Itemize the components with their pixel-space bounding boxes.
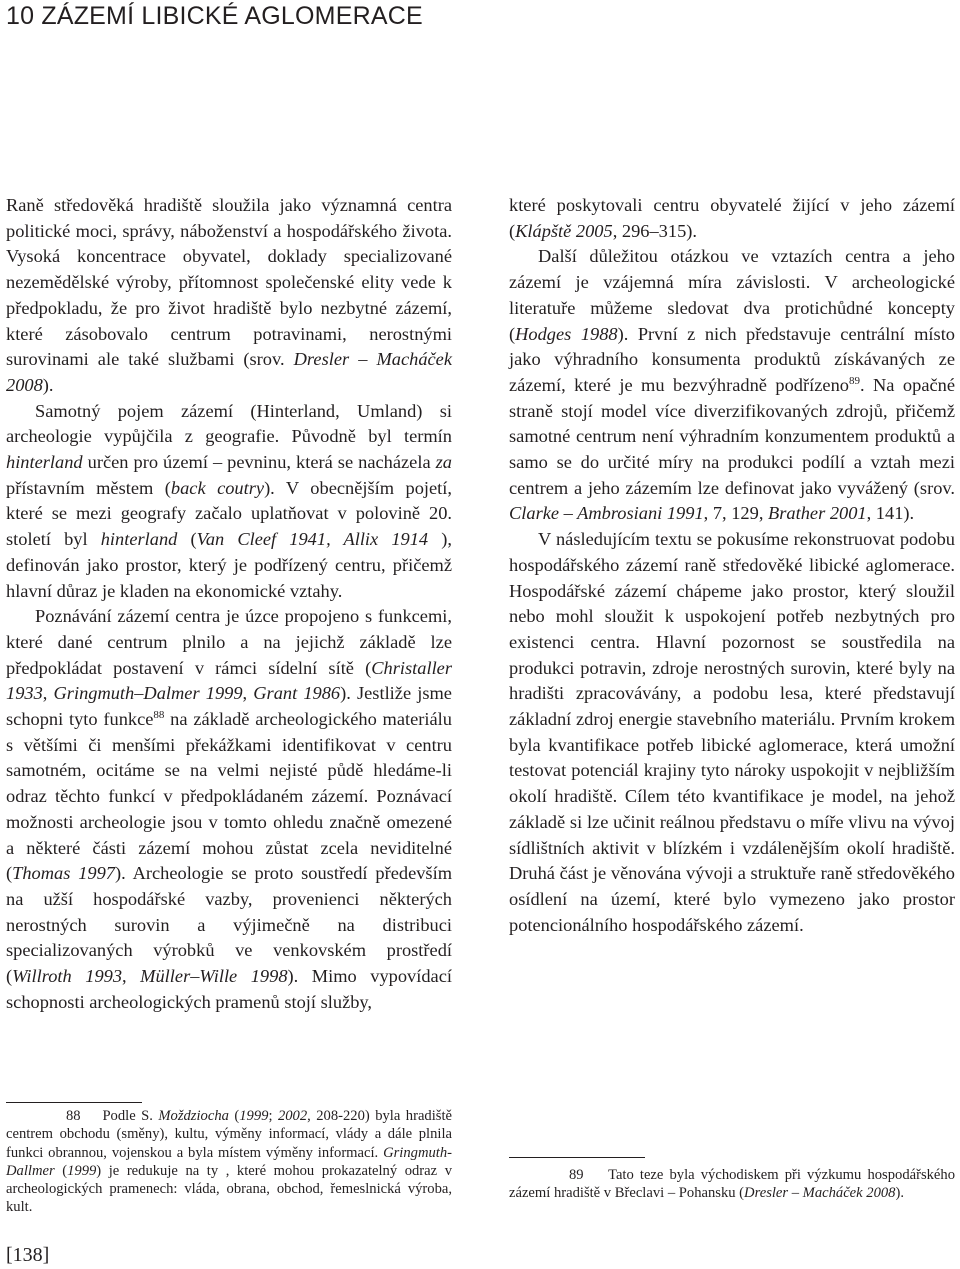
paragraph: Další důležitou otázkou ve vztazích centra a jeho zázemí je vzájemná míra závislosti. V archeologické literatuře můžeme sledovat dva protichůdné koncepty (Hodges 1988). První z nich představuje centrální místo jako výhradního konsumenta produktů získávaných ze zázemí, které je mu bezvýhradně podřízeno$^{89}$. Na opačné straně stojí model více diverzifikovaných zdrojů, přičemž samotné centrum není výhradním konzumentem produktů a samo se do určité míry na produkci podílí a vztah mezi centrem a jeho zázemím lze definovat jako vyvážený (srov. Clarke – Ambrosiani 1991, 7, 129, Brather 2001, 141). <box>509 246 955 524</box>
citation: Thomas 1997 <box>12 863 116 884</box>
right-column <box>509 193 955 938</box>
footnote-88: 88 Podle S. Moždziocha (1999; 2002, 208-220) byla hradiště centrem obchodu (směny), kultu, výměny informací, vlády a dále plnila funkci obrannou, vojenskou a byla místem výměny informací. Gringmuth-Dallmer (1999) je redukuje na ty , které mohou prokazatelný odraz v archeologických pramenech: vláda, obrana, obchod, řemeslnická výroba, kult. <box>6 1108 452 1216</box>
footnote-separator <box>6 1102 142 1103</box>
citation: Dresler – Macháček 2008 <box>744 1185 896 1202</box>
paragraph: V následujícím textu se pokusíme rekonstruovat podobu hospodářského zázemí raně středověké libické aglomerace. Hospodářské zázemí chápeme jako prostor, který sloužil nebo mohl sloužit k uspokojení potřeb nezbytných pro existenci centra. Hlavní pozornost se soustředila na produkci potravin, zdroje nerostných surovin, které byly na hradišti zpracovávány, a podobu lesa, které představují základní zdroj energie stavebního materiálu. Prvním krokem byla kvantifikace potřeb libické aglomerace, která umožní testovat potenciál krajiny tyto nároky uspokojit v nejbližším okolí hradiště. Cílem této kvantifikace je model, na jehož základě si lze učinit reálnou představu o míře vlivu na vývoj sídlištních aktivit v blízkém i vzdálenějším okolí hradiště. Druhá část je věnována vývoji a struktuře raně středověkého osídlení na území, které bylo vymezeno jako prostor potencionálního hospodářského zázemí. <box>509 529 955 935</box>
footnote-number: 89 <box>569 1167 584 1183</box>
citation: 1999 <box>67 1162 97 1179</box>
citation: Gringmuth–Dalmer 1999 <box>53 683 243 704</box>
citation: Van Cleef 1941, Allix 1914 <box>196 529 429 550</box>
citation: 1999 <box>239 1108 269 1124</box>
citation: Gringmuth-Dallmer <box>6 1144 452 1179</box>
citation: Klápště 2005 <box>515 220 613 241</box>
page-number: [138] <box>6 1244 50 1266</box>
footnote-ref[interactable]: 89 <box>848 374 860 387</box>
term: hinterland <box>6 452 83 473</box>
footnote-ref[interactable]: 88 <box>153 709 165 722</box>
term: za <box>435 452 452 473</box>
citation: Hodges 1988 <box>515 323 618 344</box>
footnote-89: 89 Tato teze byla východiskem při výzkumu hospodářského zázemí hradiště v Břeclavi – Pohansku (Dresler – Macháček 2008). <box>509 1167 955 1202</box>
citation: Moždziocha <box>158 1108 229 1124</box>
term: hinterland <box>100 529 178 550</box>
paragraph: Samotný pojem zázemí (Hinterland, Umland) si archeologie vypůjčila z geografie. Původně byl termín hinterland určen pro území – pevninu, která se nacházela za přístavním městem (back coutry). V obecnějším pojetí, které se mezi geografy začalo uplatňovat v polovině 20. století byl hinterland (Van Cleef 1941, Allix 1914 ), definován jako prostor, který je podřízený centru, přičemž hlavní důraz je kladen na ekonomické vztahy. <box>6 400 452 601</box>
citation: Brather 2001 <box>768 503 867 524</box>
citation: 2002 <box>277 1108 308 1124</box>
citation: Willroth 1993 <box>12 966 123 987</box>
term: back coutry <box>170 477 265 498</box>
citation: Christaller 1933 <box>6 657 452 704</box>
paragraph: Poznávání zázemí centra je úzce propojeno s funkcemi, které dané centrum plnilo a na jejichž základě lze předpokládat postavení v rámci sídelní sítě (Christaller 1933, Gringmuth–Dalmer 1999, Grant 1986). Jestliže jsme schopni tyto funkce$^{88}$ na základě archeologického materiálu s většími či menšími překážkami identifikovat v centru samotném, ocitáme se na velmi nejisté půdě hledáme-li odraz těchto funkcí v předpokládaném zázemí. Poznávací možnosti archeologie jsou v tomto ohledu značně omezené a některé části zázemí mohou zůstat zcela neviditelné (Thomas 1997). Archeologie se proto soustředí především na užší hospodářské vazby, provenienci některých nerostných surovin a výjimečně na distribuci specializovaných výrobků ve venkovském prostředí (Willroth 1993, Müller–Wille 1998). Mimo vypovídací schopnosti archeologických pramenů stojí služby, <box>6 606 452 1012</box>
citation: Clarke – Ambrosiani 1991 <box>509 503 704 524</box>
chapter-title: 10 ZÁZEMÍ LIBICKÉ AGLOMERACE <box>6 2 423 30</box>
citation: Dresler – Macháček 2008 <box>6 349 453 395</box>
footnote-number: 88 <box>66 1108 81 1124</box>
footnote-separator <box>509 1157 645 1158</box>
paragraph: Raně středověká hradiště sloužila jako významná centra politické moci, správy, náboženství a hospodářského života. Vysoká koncentrace obyvatel, doklady specializované nezemědělské výroby, přítomnost společenské elity vede k předpokladu, že pro život hradiště bylo nezbytné zázemí, které zásobovalo centrum potravinami, nerostnými surovinami ale také službami (srov. Dresler – Macháček 2008). <box>6 195 453 395</box>
citation: Müller–Wille 1998 <box>140 966 288 987</box>
left-column <box>6 193 452 1016</box>
citation: Grant 1986 <box>253 683 341 704</box>
paragraph: které poskytovali centru obyvatelé žijící v jeho zázemí (Klápště 2005, 296–315). <box>509 195 955 241</box>
